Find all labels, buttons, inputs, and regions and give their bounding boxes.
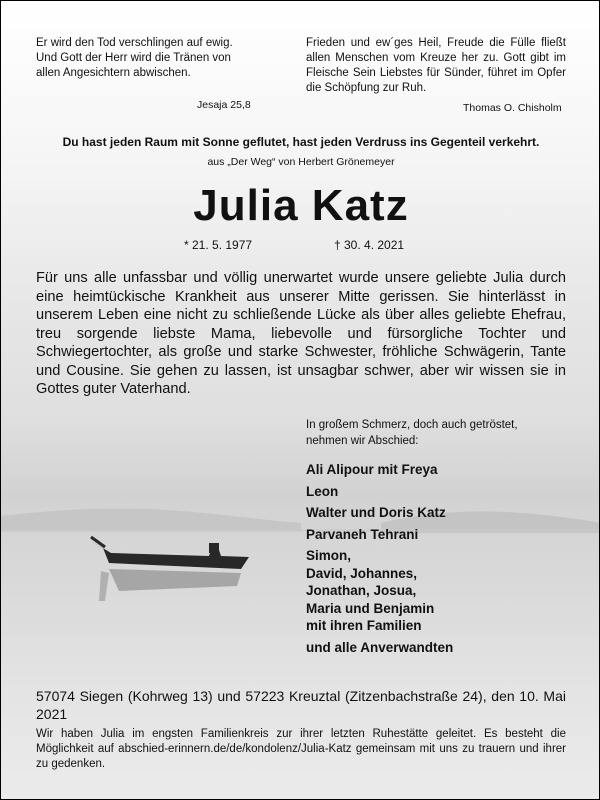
mourner-name: Leon — [306, 483, 339, 499]
funeral-note: Wir haben Julia im engsten Familienkreis zur ihrer letzten Ruhestätte geleitet. Es besteht die Möglichkeit auf abschied-erinnern.de/de/kondolenz/Julia-Katz gemeinsam mit uns zu trauern und ihrer zu gedenken. — [36, 728, 566, 770]
obituary-text: Für uns alle unfassbar und völlig unerwartet wurde unsere geliebte Julia durch eine heimtückische Krankheit aus unserer Mitte gerissen. Sie hinterlässt in unserem Leben eine nicht zu schließende Lücke als über alles geliebte Ehefrau, treu sorgende liebste Mama, liebevolle und fürsorgliche Tochter und Schwiegertochter, als große und starke Schwester, fröhliche Schwägerin, Tante und Cousine. Sie gehen zu lassen, ist unsagbar schwer, aber wir wissen sie in Gottes guter Vaterhand. — [36, 270, 566, 397]
mourners-list — [306, 461, 566, 656]
misty-lake-boat-image — [1, 1, 600, 800]
mourner-name: Parvaneh Tehrani — [306, 526, 419, 542]
mourner-name: Maria und Benjamin — [306, 600, 435, 616]
mourner-name: Simon, — [306, 548, 352, 563]
bible-quote-source: Jesaja 25,8 — [197, 99, 251, 111]
mourning-intro-line1: In großem Schmerz, doch auch getröstet, — [306, 419, 518, 431]
mourner-name: mit ihren Familien — [306, 618, 422, 633]
bible-quote: Er wird den Tod verschlingen auf ewig. Und Gott der Herr wird die Tränen von allen Angesichtern abwischen. — [36, 37, 233, 79]
mourner-name: Jonathan, Josua, — [306, 583, 417, 598]
deceased-name: Julia Katz — [193, 181, 409, 230]
mourner-name: und alle Anverwandten — [306, 639, 454, 655]
motto-source: aus „Der Weg“ von Herbert Grönemeyer — [207, 156, 395, 168]
hymn-quote-source: Thomas O. Chisholm — [463, 102, 562, 114]
mourner-name: Ali Alipour mit Freya — [306, 462, 438, 477]
mourner-name: David, Johannes, — [306, 565, 418, 581]
mourning-intro — [306, 417, 566, 449]
birth-date: * 21. 5. 1977 — [184, 238, 253, 252]
death-date: † 30. 4. 2021 — [334, 238, 405, 252]
address-and-date: 57074 Siegen (Kohrweg 13) und 57223 Kreuztal (Zitzenbachstraße 24), den 10. Mai 2021 — [36, 688, 566, 722]
mourning-intro-line2: nehmen wir Abschied: — [306, 435, 419, 447]
motto-quote: Du hast jeden Raum mit Sonne geflutet, hast jeden Verdruss ins Gegenteil verkehrt. — [62, 135, 540, 149]
hymn-quote: Frieden und ew´ges Heil, Freude die Fülle fließt allen Menschen vom Kreuze her zu. Gott gibt im Fleische Sein Liebstes für Sünder, führet im Opfer die Schöpfung zur Ruh. — [306, 37, 566, 94]
mourner-name: Walter und Doris Katz — [306, 505, 446, 520]
